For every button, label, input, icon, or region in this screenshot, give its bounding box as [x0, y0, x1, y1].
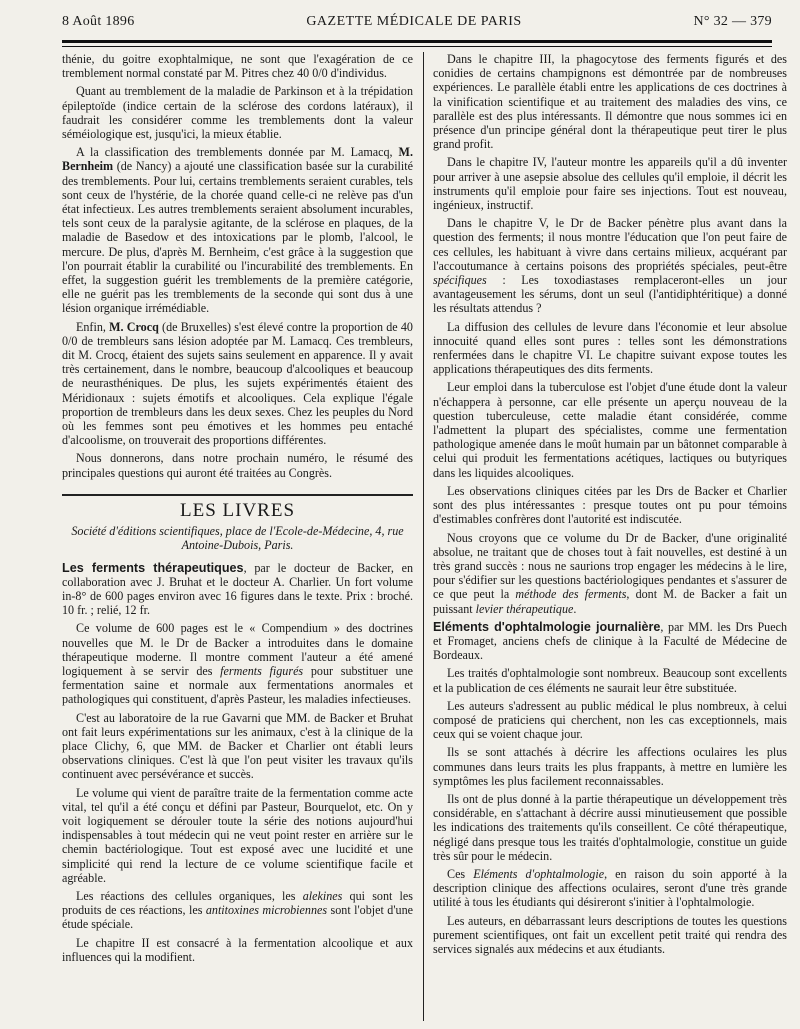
paragraph: Quant au tremblement de la maladie de Parkinson et à la trépidation épileptoïde (indice certain de la sclérose des cordons latéraux), il faudrait les considérer comme les tremblements dont la valeur séméiologique est, jusqu'ici, la mieux établie.: [62, 84, 413, 142]
page-number: N° 32 — 379: [693, 14, 772, 29]
paragraph: C'est au laboratoire de la rue Gavarni que MM. de Backer et Bruhat ont fait leurs expérimentations sur les animaux, c'est à la clinique de la place Clichy, 6, que MM. de Backer et Charlier ont établi leurs observations cliniques. C'est là que l'on peut visiter les travaux qu'ils continuent avec persévérance et succès.: [62, 710, 413, 782]
paragraph: Dans le chapitre V, le Dr de Backer pénètre plus avant dans la question des ferments; il nous montre l'éducation que l'on peut faire de ces cellules, les habituant à vivre dans certains milieux, acquérant par l'accoutumance à certains poisons des propriétés spéciales, peut-être spécifiques : Les toxodiastases remplaceront-elles un jour avantageusement les sérums, dont un seul (l'antidiphtéritique) a donné les résultats attendus ?: [433, 216, 787, 316]
column-divider: [423, 52, 424, 1021]
paragraph: Les traités d'ophtalmologie sont nombreux. Beaucoup sont excellents et la publication de ces éléments ne saurait leur être substituée.: [433, 666, 787, 695]
paragraph: Leur emploi dans la tuberculose est l'objet d'une étude dont la valeur n'échappera à personne, car elle présente un aperçu nouveau de la question tuberculeuse, cette maladie étant considérée, comme l'admettent la plupart des spécialistes, comme une fermentation pathologique amenée dans le moût humain par un bâtonnet comparable à celui qui produit les fermentations acétiques, lactiques ou butyriques dans les liquides alcooliques.: [433, 380, 787, 480]
paragraph: Ils se sont attachés à décrire les affections oculaires les plus communes dans leurs traits les plus frappants, à mettre en lumière les symptômes les plus facilement reconnaissables.: [433, 745, 787, 788]
section-title: LES LIVRES: [62, 494, 413, 518]
paragraph: Dans le chapitre IV, l'auteur montre les appareils qu'il a dû inventer pour arriver à une asepsie absolue des cellules qu'il emploie, il décrit les instruments qu'il emploie pour faire ses injections. Tout est nouveau, ingénieux, instructif.: [433, 155, 787, 213]
person-name: M. Bernheim: [62, 145, 413, 174]
paragraph: A la classification des tremblements donnée par M. Lamacq, M. Bernheim (de Nancy) a ajouté une classification basée sur la curabilité des tremblements. Pour lui, certains tremblements seraient curables, tels sont ceux de l'hystérie, de la chorée quand celle-ci ne relève pas d'un état infectieux. Les autres tremblements seraient absolument incurables, tels sont ceux de la paralysie agitante, de la sclérose en plaques, de la maladie de Basedow et des intoxications par le plomb, l'alcool, le mercure. De plus, d'après M. Bernheim, c'est grâce à la suggestion que l'on pourrait établir la curabilité ou l'incurabilité des tremblements. En effet, la suggestion guérit les tremblements de la première catégorie, elle ne guérit pas les tremblements de la seconde qui sont dus à une lésion organique irrémédiable.: [62, 145, 413, 316]
header-date: 8 Août 1896: [62, 14, 135, 29]
book-title: Eléments d'ophtalmologie journalière: [433, 619, 661, 634]
paragraph: Ils ont de plus donné à la partie thérapeutique un développement très considérable, en s'attachant à décrire aussi minutieusement que possible les indications des traitements qu'ils conseillent. Ce côté thérapeutique, négligé dans presque tous les traités d'ophtalmologie, constitue un guide très sûr pour le médecin.: [433, 791, 787, 863]
paragraph: Le volume qui vient de paraître traite de la fermentation comme acte vital, tel qu'il a été conçu et défini par Pasteur, Bourquelot, etc. On y voit logiquement se dérouler toute la série des notions aujourd'hui indispensables à tout médecin qui ne veut point rester en arrière sur le chemin bactériologique. Tout est exposé avec une lucidité et une simplicité qui rend la lecture de ce volume scientifique facile et agréable.: [62, 785, 413, 885]
paragraph: thénie, du goitre exophtalmique, ne sont que l'exagération de ce tremblement normal constaté par M. Pitres chez 40 0/0 d'individus.: [62, 52, 413, 81]
journal-title: GAZETTE MÉDICALE DE PARIS: [306, 14, 522, 29]
book-title: Les ferments thérapeutiques: [62, 560, 244, 575]
publisher-line: Société d'éditions scientifiques, place de l'Ecole-de-Médecine, 4, rue Antoine-Dubois, Paris.: [71, 524, 404, 553]
paragraph: La diffusion des cellules de levure dans l'économie et leur absolue innocuité quand elles sont pures : telles sont les démonstrations renfermées dans le chapitre VI. Le chapitre suivant expose toutes les applications thérapeutiques des dits ferments.: [433, 319, 787, 377]
paragraph: Dans le chapitre III, la phagocytose des ferments figurés et des conidies de certains champignons est démontrée par de nombreuses expériences. Le parallèle établi entre les applications de ces doctrines à la vinification scientifique et au traitement des maladies des vins, ce parallèle est des plus intéressants. Il démontre que nous sommes ici en présence d'un principe général dont la thérapeutique peut tirer le plus grand profit.: [433, 52, 787, 152]
paragraph: Nous donnerons, dans notre prochain numéro, le résumé des principales questions qui auront été traitées au Congrès.: [62, 451, 413, 480]
header-rule-thin: [62, 46, 772, 47]
header-rule: [62, 40, 772, 43]
book-entry: Eléments d'ophtalmologie journalière, par MM. les Drs Puech et Fromaget, anciens chefs de clinique à la Faculté de Médecine de Bordeaux.: [433, 619, 787, 663]
book-entry: Les ferments thérapeutiques, par le docteur de Backer, en collaboration avec J. Bruhat et le docteur A. Charlier. Un fort volume in-8° de 600 pages environ avec 16 figures dans le texte. Prix : broché. 10 fr. ; relié, 12 fr.: [62, 560, 413, 618]
person-name: M. Crocq: [109, 319, 159, 334]
paragraph: Le chapitre II est consacré à la fermentation alcoolique et aux influences qui la modifient.: [62, 935, 413, 964]
paragraph: Les réactions des cellules organiques, les alekines qui sont les produits de ces réactions, les antitoxines microbiennes sont l'objet d'une étude spéciale.: [62, 888, 413, 932]
paragraph: Ces Eléments d'ophtalmologie, en raison du soin apporté à la description clinique des affections oculaires, seront d'une très grande utilité à tous les étudiants qui désireront s'initier à l'ophtalmologie.: [433, 866, 787, 910]
left-column: [62, 52, 413, 1021]
paragraph: Ce volume de 600 pages est le « Compendium » des doctrines nouvelles que M. le Dr de Backer a introduites dans le domaine thérapeutique moderne. Il montre comment l'auteur a été amené logiquement à se servir des ferments figurés pour substituer une fermentation saine et normale aux fermentations anormales et pathologiques qui constituent, d'après Pasteur, les maladies infectieuses.: [62, 621, 413, 707]
paragraph: Les auteurs, en débarrassant leurs descriptions de toutes les questions purement scientifiques, ont fait un excellent petit traité qui rendra des services signalés aux médecins et aux étudiants.: [433, 913, 787, 956]
right-column: [433, 52, 787, 1021]
page-header: [62, 14, 772, 36]
paragraph: Enfin, M. Crocq (de Bruxelles) s'est élevé contre la proportion de 40 0/0 de trembleurs sans lésion adoptée par M. Lamacq. Ces trembleurs, dit M. Crocq, étaient des sujets sains seulement en apparence. Il y avait très certainement, dans le nombre, beaucoup d'alcooliques et beaucoup de neurasthéniques. De plus, les sujets expérimentés étaient des Méridionaux : sujets émotifs et alcooliques. Cela explique l'égale proportion de trembleurs dans les deux sexes. Chez les peuples du Nord où les femmes sont peu émotives et les hommes peu entaché d'alcoolisme, on trouverait des proportions différentes.: [62, 319, 413, 448]
paragraph: Les auteurs s'adressent au public médical le plus nombreux, à celui composé de praticiens qui cherchent, non les cas exceptionnels, mais ceux qui se voient chaque jour.: [433, 698, 787, 742]
paragraph: Nous croyons que ce volume du Dr de Backer, d'une originalité absolue, ne traitant que de choses tout à fait nouvelles, est destiné à un très grand succès : nous ne saurions trop engager les médecins à le lire, pour s'édifier sur les questions bactériologiques pendantes et s'assurer de ce que peut la méthode des ferments, dont M. de Backer a fait un puissant levier thérapeutique.: [433, 530, 787, 616]
paragraph: Les observations cliniques citées par les Drs de Backer et Charlier sont des plus intéressantes : presque toutes ont pu pour témoins d'estimables confrères dont l'autorité est indiscutée.: [433, 483, 787, 527]
